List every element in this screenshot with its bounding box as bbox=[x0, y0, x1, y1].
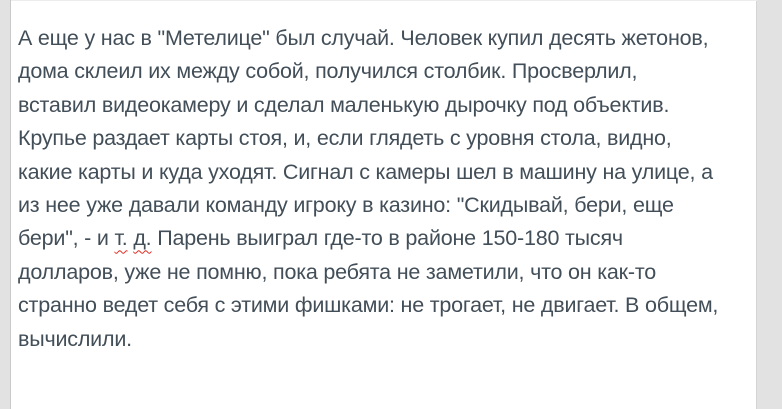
left-page-gutter bbox=[0, 0, 11, 409]
text-line bbox=[18, 222, 757, 255]
text-line: вставил видеокамеру и сделал маленькую дырочку под объектив. bbox=[18, 92, 670, 117]
text-line: дома склеил их между собой, получился столбик. Просверлил, bbox=[18, 59, 638, 84]
text-line: А еще у нас в "Метелице" был случай. Человек купил десять жетонов, bbox=[18, 26, 709, 50]
text-line: из нее уже давали команду игроку в казино: "Скидывай, бери, еще bbox=[18, 193, 674, 218]
spellcheck-underlined-word: д. bbox=[133, 226, 152, 251]
text-line: какие карты и куда уходят. Сигнал с камеры шел в машину на улице, а bbox=[18, 159, 713, 184]
text-line: Крупье раздает карты стоя, и, если глядеть с уровня стола, видно, bbox=[18, 126, 672, 151]
spellcheck-underlined-word: т. bbox=[114, 226, 128, 251]
text-line: странно ведет себя с этими фишками: не трогает, не двигает. В общем, bbox=[18, 293, 719, 318]
text-line: вычислили. bbox=[18, 326, 132, 351]
text-line: долларов, уже не помню, пока ребята не заметили, что он как-то bbox=[18, 259, 657, 284]
story-paragraph bbox=[11, 0, 757, 409]
text-segment: бери", - и bbox=[18, 226, 115, 251]
text-segment: Парень выиграл где-то в районе 150-180 тысяч bbox=[151, 226, 623, 251]
right-page-gutter bbox=[756, 0, 782, 409]
